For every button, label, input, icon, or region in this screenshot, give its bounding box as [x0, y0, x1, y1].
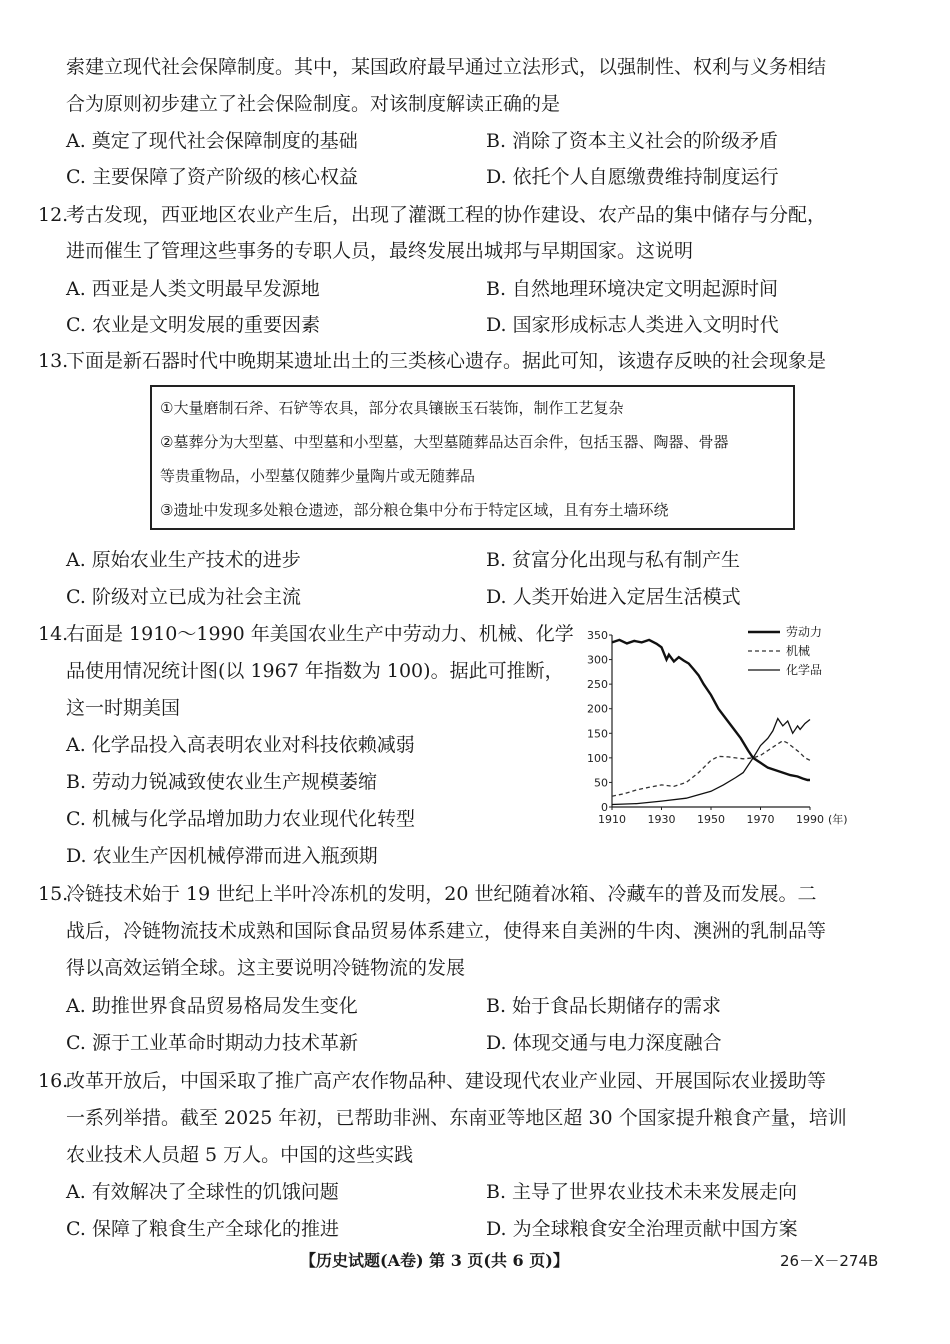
q15-line-1: 冷链技术始于 19 世纪上半叶冷冻机的发明，20 世纪随着冰箱、冷藏车的普及而发展。二: [66, 883, 817, 905]
q11-line-1: 索建立现代社会保障制度。其中，某国政府最早通过立法形式，以强制性、权利与义务相结: [66, 56, 827, 78]
q14-option-b: B. 劳动力锐减致使农业生产规模萎缩: [66, 771, 378, 793]
q12-line-1: 考古发现，西亚地区农业产生后，出现了灌溉工程的协作建设、农产品的集中储存与分配，: [66, 204, 827, 226]
q13-box-line-1: ①大量磨制石斧、石铲等农具，部分农具镶嵌玉石装饰，制作工艺复杂: [160, 399, 624, 417]
q12-number: 12.: [38, 204, 69, 226]
series-line-2: [612, 741, 810, 797]
q11-option-c: C. 主要保障了资产阶级的核心权益: [66, 166, 358, 188]
q13-box-line-4: ③遗址中发现多处粮仓遗迹，部分粮仓集中分布于特定区域，且有夯土墙环绕: [160, 501, 669, 519]
y-tick-label: 100: [587, 751, 608, 765]
agriculture-chart: [580, 620, 870, 835]
q14-option-d: D. 农业生产因机械停滞而进入瓶颈期: [66, 845, 378, 867]
q11-option-a: A. 奠定了现代社会保障制度的基础: [66, 130, 358, 152]
q16-option-b: B. 主导了世界农业技术未来发展走向: [486, 1181, 798, 1203]
legend-label-1: 劳动力: [786, 625, 823, 639]
q11-option-b: B. 消除了资本主义社会的阶级矛盾: [486, 130, 779, 152]
q13-box-line-3: 等贵重物品，小型墓仅随葬少量陶片或无随葬品: [160, 467, 476, 485]
y-tick-label: 50: [594, 776, 608, 790]
q16-number: 16.: [38, 1070, 69, 1092]
q14-line-3: 这一时期美国: [66, 697, 181, 719]
x-axis-label: (年): [828, 813, 848, 826]
q16-line-3: 农业技术人员超 5 万人。中国的这些实践: [66, 1144, 414, 1166]
q15-option-b: B. 始于食品长期储存的需求: [486, 995, 722, 1017]
y-tick-label: 300: [587, 653, 608, 667]
q15-line-2: 战后，冷链物流技术成熟和国际食品贸易体系建立，使得来自美洲的牛肉、澳洲的乳制品等: [66, 920, 827, 942]
q13-option-a: A. 原始农业生产技术的进步: [66, 549, 301, 571]
q13-option-d: D. 人类开始进入定居生活模式: [486, 586, 741, 608]
q12-option-b: B. 自然地理环境决定文明起源时间: [486, 278, 779, 300]
x-tick-label: 1950: [697, 813, 725, 826]
x-tick-label: 1990: [796, 813, 824, 826]
y-tick-label: 250: [587, 678, 608, 692]
q14-option-c: C. 机械与化学品增加助力农业现代化转型: [66, 808, 415, 830]
q13-stem: 下面是新石器时代中晚期某遗址出土的三类核心遗存。据此可知，该遗存反映的社会现象是: [66, 350, 827, 372]
q11-option-d: D. 依托个人自愿缴费维持制度运行: [486, 166, 779, 188]
legend-label-3: 化学品: [786, 663, 823, 677]
y-tick-label: 200: [587, 702, 608, 716]
page-footer: 【历史试题(A卷) 第 3 页(共 6 页)】: [300, 1251, 569, 1270]
q15-line-3: 得以高效运销全球。这主要说明冷链物流的发展: [66, 957, 466, 979]
legend-label-2: 机械: [786, 644, 811, 658]
q15-option-c: C. 源于工业革命时期动力技术革新: [66, 1032, 358, 1054]
q11-line-2: 合为原则初步建立了社会保险制度。对该制度解读正确的是: [66, 93, 561, 115]
q12-option-c: C. 农业是文明发展的重要因素: [66, 314, 320, 336]
x-tick-label: 1970: [746, 813, 775, 826]
q15-option-a: A. 助推世界食品贸易格局发生变化: [66, 995, 358, 1017]
q16-line-1: 改革开放后，中国采取了推广高产农作物品种、建设现代农业产业园、开展国际农业援助等: [66, 1070, 827, 1092]
q15-option-d: D. 体现交通与电力深度融合: [486, 1032, 722, 1054]
q16-option-c: C. 保障了粮食生产全球化的推进: [66, 1218, 339, 1240]
y-tick-label: 150: [587, 727, 608, 741]
q13-option-b: B. 贫富分化出现与私有制产生: [486, 549, 741, 571]
q12-option-d: D. 国家形成标志人类进入文明时代: [486, 314, 779, 336]
series-line-3: [612, 719, 810, 805]
q13-number: 13.: [38, 350, 69, 372]
x-tick-label: 1930: [647, 813, 676, 826]
series-line-1: [612, 640, 810, 780]
q13-material-box: [150, 385, 795, 530]
paper-code: 26－X－274B: [780, 1252, 879, 1270]
q16-option-d: D. 为全球粮食安全治理贡献中国方案: [486, 1218, 798, 1240]
q14-line-2: 品使用情况统计图(以 1967 年指数为 100)。据此可推断，: [66, 660, 564, 682]
q15-number: 15.: [38, 883, 69, 905]
q13-box-line-2: ②墓葬分为大型墓、中型墓和小型墓，大型墓随葬品达百余件，包括玉器、陶器、骨器: [160, 433, 729, 451]
q12-line-2: 进而催生了管理这些事务的专职人员，最终发展出城邦与早期国家。这说明: [66, 240, 694, 262]
q16-line-2: 一系列举措。截至 2025 年初，已帮助非洲、东南亚等地区超 30 个国家提升粮食产量，培训: [66, 1107, 847, 1129]
y-tick-label: 0: [601, 801, 608, 814]
x-tick-label: 1910: [598, 813, 626, 826]
q14-option-a: A. 化学品投入高表明农业对科技依赖减弱: [66, 734, 415, 756]
y-tick-label: 350: [587, 629, 608, 642]
q16-option-a: A. 有效解决了全球性的饥饿问题: [66, 1181, 339, 1203]
q14-line-1: 右面是 1910～1990 年美国农业生产中劳动力、机械、化学: [66, 623, 574, 645]
q13-option-c: C. 阶级对立已成为社会主流: [66, 586, 301, 608]
q14-number: 14.: [38, 623, 69, 645]
q12-option-a: A. 西亚是人类文明最早发源地: [66, 278, 320, 300]
